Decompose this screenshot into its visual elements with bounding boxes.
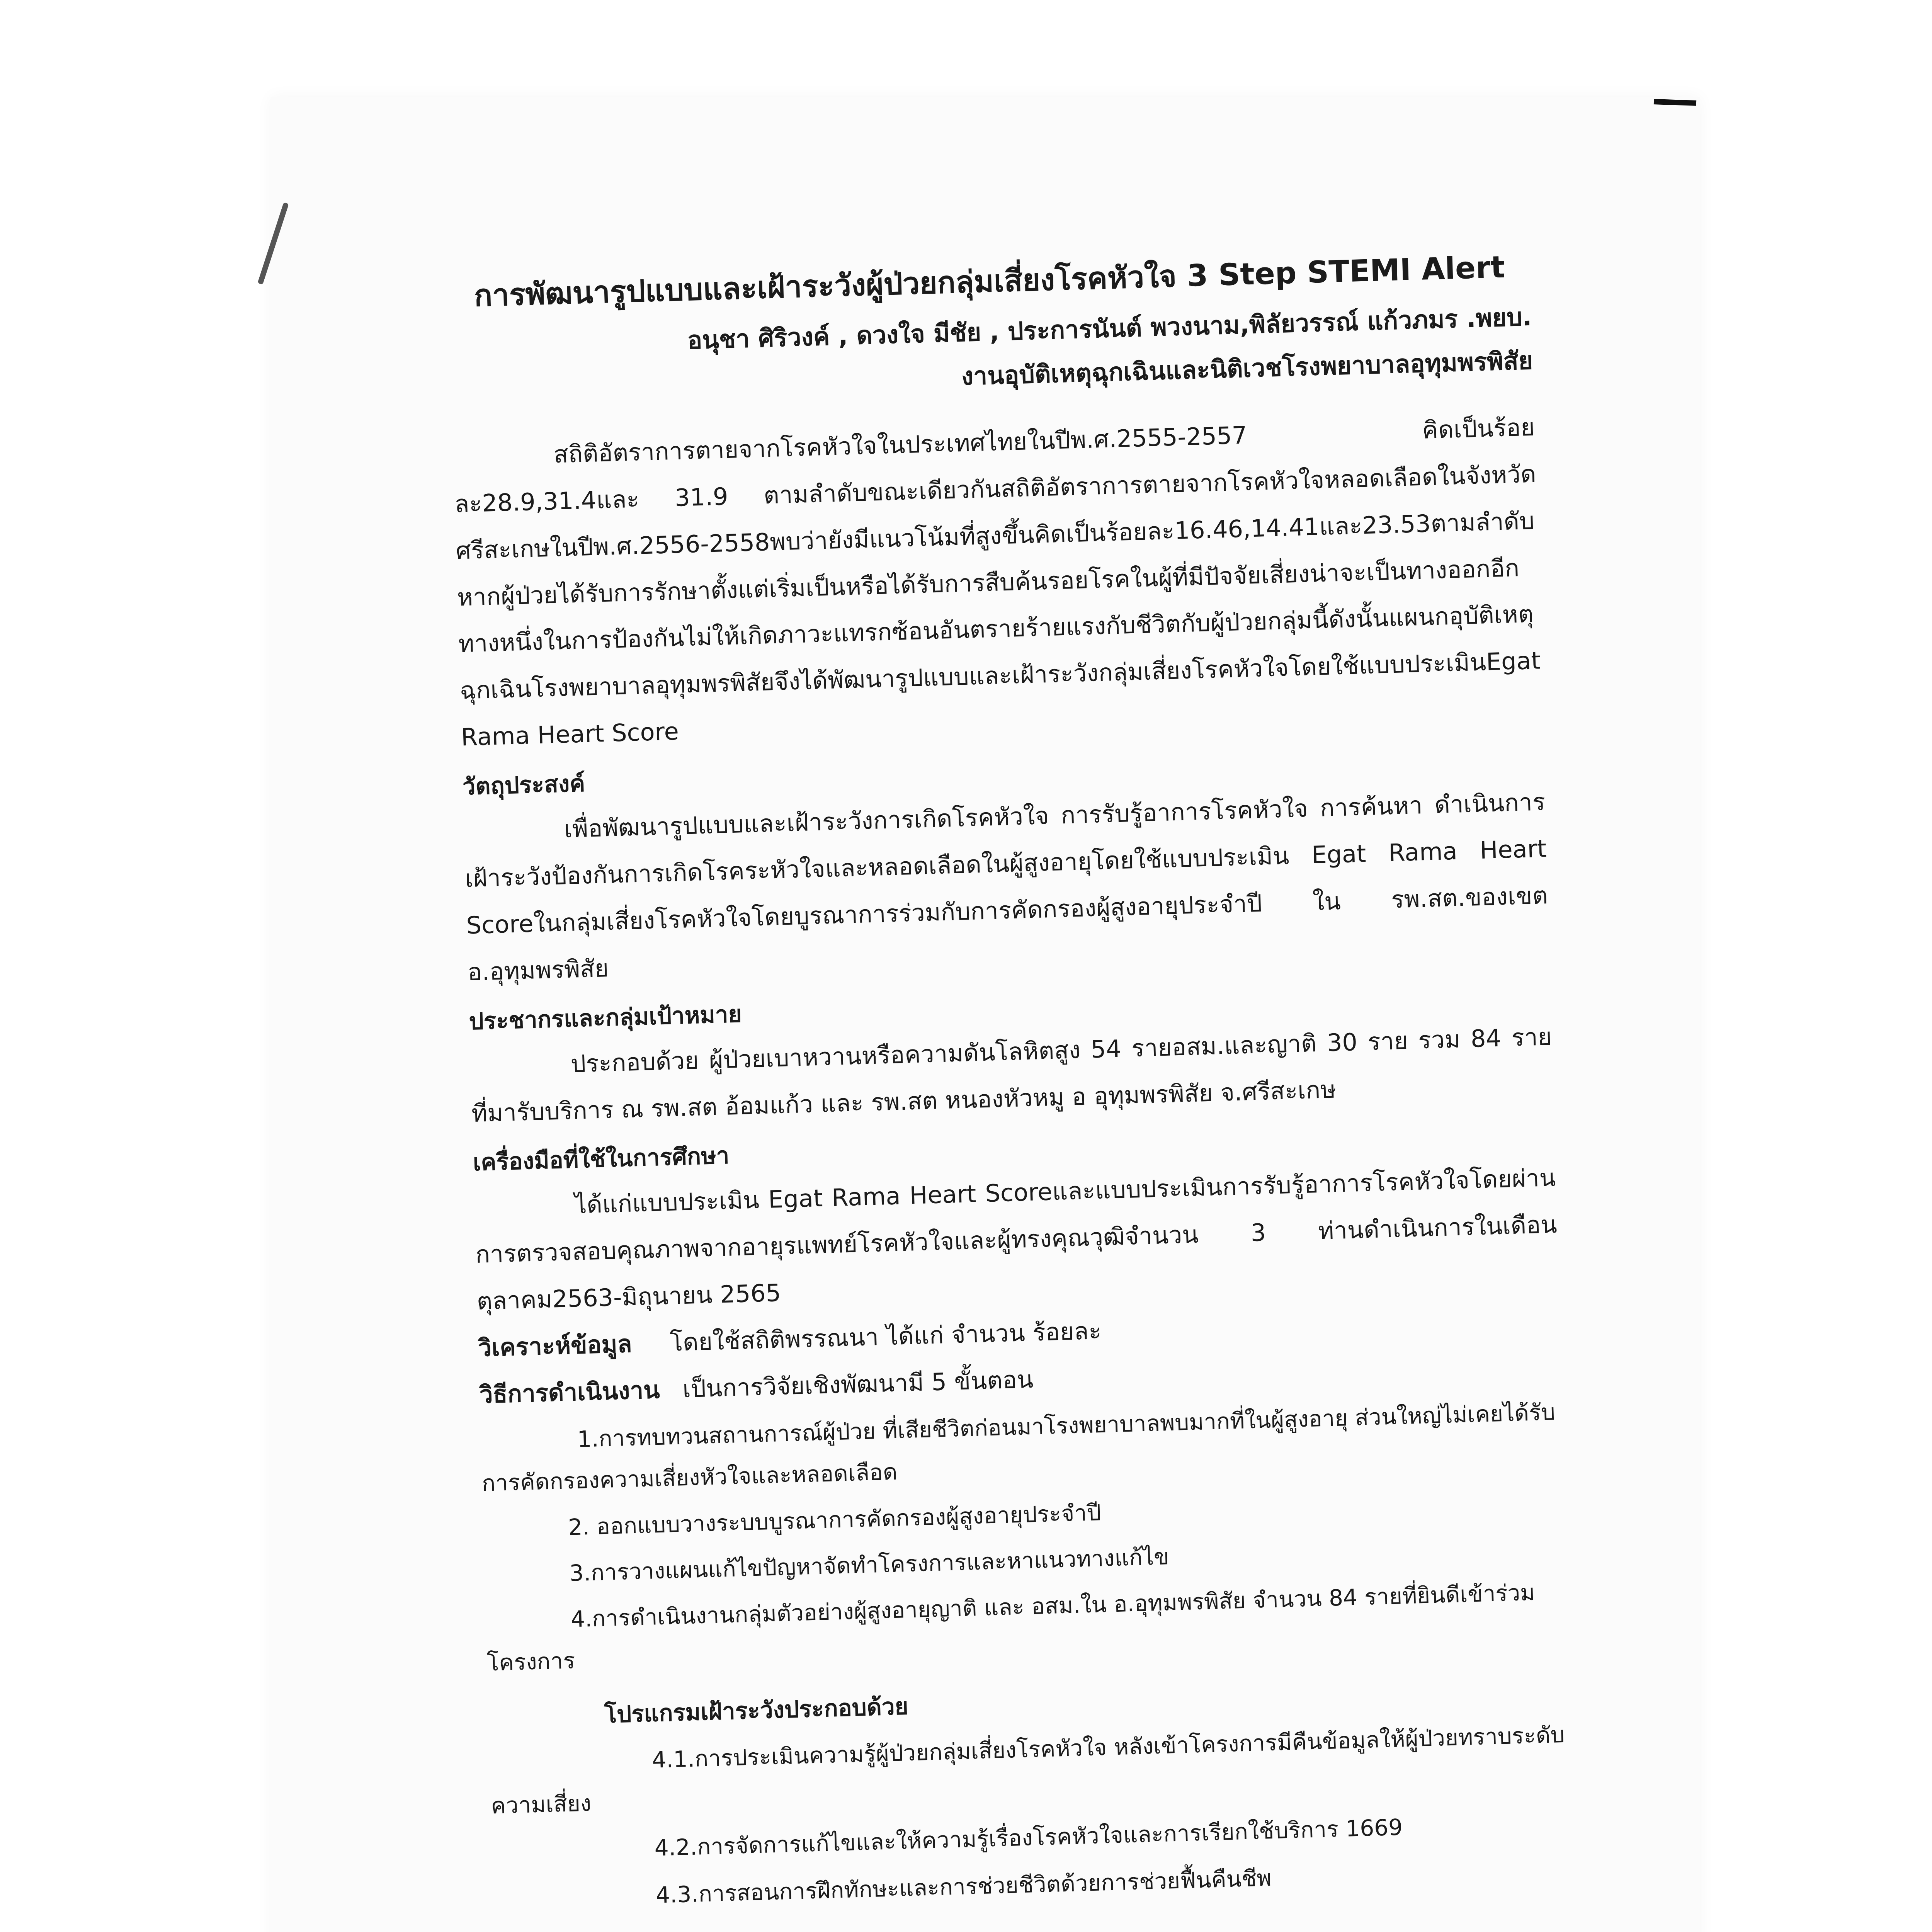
- population-paragraph: ประกอบด้วย ผู้ป่วยเบาหวานหรือความดันโลหิตสูง 54 รายอสม.และญาติ 30 ราย รวม 84 รายที่มารับบริการ ณ รพ.สต อ้อมแก้ว และ รพ.สต หนองหัวหมู อ อุทุมพรพิสัย จ.ศรีสะเกษ: [471, 1022, 1552, 1128]
- method-step: 3.การวางแผนแก้ไขปัญหาจัดทำโครงการและหาแนวทางแก้ไข: [569, 1543, 1170, 1587]
- affiliation: งานอุบัติเหตุฉุกเฉินและนิติเวชโรงพยาบาลอุทุมพรพิสัย: [961, 346, 1534, 391]
- tools-paragraph: ได้แก่แบบประเมิน Egat Rama Heart Scoreและแบบประเมินการรับรู้อาการโรคหัวใจโดยผ่านการตรวจสอบคุณภาพจากอายุรแพทย์โรคหัวใจและผู้ทรงคุณวุฒิจำนวน 3 ท่านดำเนินการในเดือนตุลาคม2563-มิถุนายน 2565: [475, 1163, 1558, 1316]
- author-list: อนุชา ศิริวงค์ , ดวงใจ มีชัย , ประการนันต์ พวงนาม,พิลัยวรรณ์ แก้วภมร .พยบ.: [687, 303, 1532, 355]
- tools-heading: เครื่องมือที่ใช้ในการศึกษา: [472, 1142, 730, 1177]
- program-item: 4.1.การประเมินความรู้ผู้ป่วยกลุ่มเสี่ยงโรคหัวใจ หลังเข้าโครงการมีคืนข้อมูลให้ผู้ป่วยทราบระดับความเสี่ยง: [490, 1721, 1565, 1819]
- objective-heading: วัตถุประสงค์: [462, 770, 586, 801]
- objective-paragraph: เพื่อพัฒนารูปแบบและเฝ้าระวังการเกิดโรคหัวใจ การรับรู้อาการโรคหัวใจ การค้นหา ดำเนินการเฝ้าระวังป้องกันการเกิดโรคระหัวใจและหลอดเลือดในผู้สูงอายุโดยใช้แบบประเมิน Egat Rama Heart Scoreในกลุ่มเสี่ยงโรคหัวใจโดยบูรณาการร่วมกับการคัดกรองผู้สูงอายุประจำปี ใน รพ.สต.ของเขต อ.อุทุมพรพิสัย: [464, 787, 1548, 986]
- method-text: เป็นการวิจัยเชิงพัฒนามี 5 ขั้นตอน: [682, 1365, 1034, 1403]
- intro-paragraph: สถิติอัตราการตายจากโรคหัวใจในประเทศไทยในปีพ.ศ.2555-2557 คิดเป็นร้อยละ28.9,31.4และ 31.9 ตามลำดับขณะเดียวกันสถิติอัตราการตายจากโรคหัวใจหลอดเลือดในจังหวัดศรีสะเกษในปีพ.ศ.2556-2558พบว่ายังมีแนวโน้มที่สูงขึ้นคิดเป็นร้อยละ16.46,14.41และ23.53ตามลำดับ หากผู้ป่วยได้รับการรักษาตั้งแต่เริ่มเป็นหรือได้รับการสืบค้นรอยโรคในผู้ที่มีปัจจัยเสี่ยงน่าจะเป็นทางออกอีกทางหนึ่งในการป้องกันไม่ให้เกิดภาวะแทรกซ้อนอันตรายร้ายแรงกับชีวิตกับผู้ป่วยกลุ่มนี้ดังนั้นแผนกอุบัติเหตุฉุกเฉินโรงพยาบาลอุทุมพรพิสัยจึงได้พัฒนารูปแบบและเฝ้าระวังกลุ่มเสี่ยงโรคหัวใจโดยใช้แบบประเมินEgat Rama Heart Score: [454, 413, 1541, 752]
- program-item: 4.3.การสอนการฝึกทักษะและการช่วยชีวิตด้วยการช่วยฟื้นคืนชีพ: [655, 1864, 1272, 1908]
- method-step: 2. ออกแบบวางระบบบูรณาการคัดกรองผู้สูงอายุประจำปี: [568, 1499, 1102, 1541]
- method-heading: วิธีการดำเนินงาน: [479, 1375, 660, 1409]
- population-heading: ประชากรและกลุ่มเป้าหมาย: [468, 1000, 742, 1035]
- program-item: 4.2.การจัดการแก้ไขและให้ความรู้เรื่องโรคหัวใจและการเรียกใช้บริการ 1669: [654, 1814, 1403, 1861]
- method-step: 1.การทบทวนสถานการณ์ผู้ป่วย ที่เสียชีวิตก่อนมาโรงพยาบาลพบมากที่ในผู้สูงอายุ ส่วนใหญ่ไม่เคยได้รับการคัดกรองความเสี่ยงหัวใจและหลอดเลือด: [481, 1399, 1556, 1497]
- analysis-heading: วิเคราะห์ข้อมูล: [478, 1329, 633, 1362]
- program-heading: โปรแกรมเฝ้าระวังประกอบด้วย: [604, 1692, 909, 1728]
- document-content: [448, 248, 1576, 1926]
- document-title: การพัฒนารูปแบบและเฝ้าระวังผู้ป่วยกลุ่มเสี่ยงโรคหัวใจ 3 Step STEMI Alert: [473, 250, 1505, 314]
- method-step: 4.การดำเนินงานกลุ่มตัวอย่างผู้สูงอายุญาติ และ อสม.ใน อ.อุทุมพรพิสัย จำนวน 84 รายที่ยินดีเข้าร่วมโครงการ: [486, 1579, 1536, 1676]
- analysis-text: โดยใช้สถิติพรรณนา ได้แก่ จำนวน ร้อยละ: [669, 1316, 1102, 1357]
